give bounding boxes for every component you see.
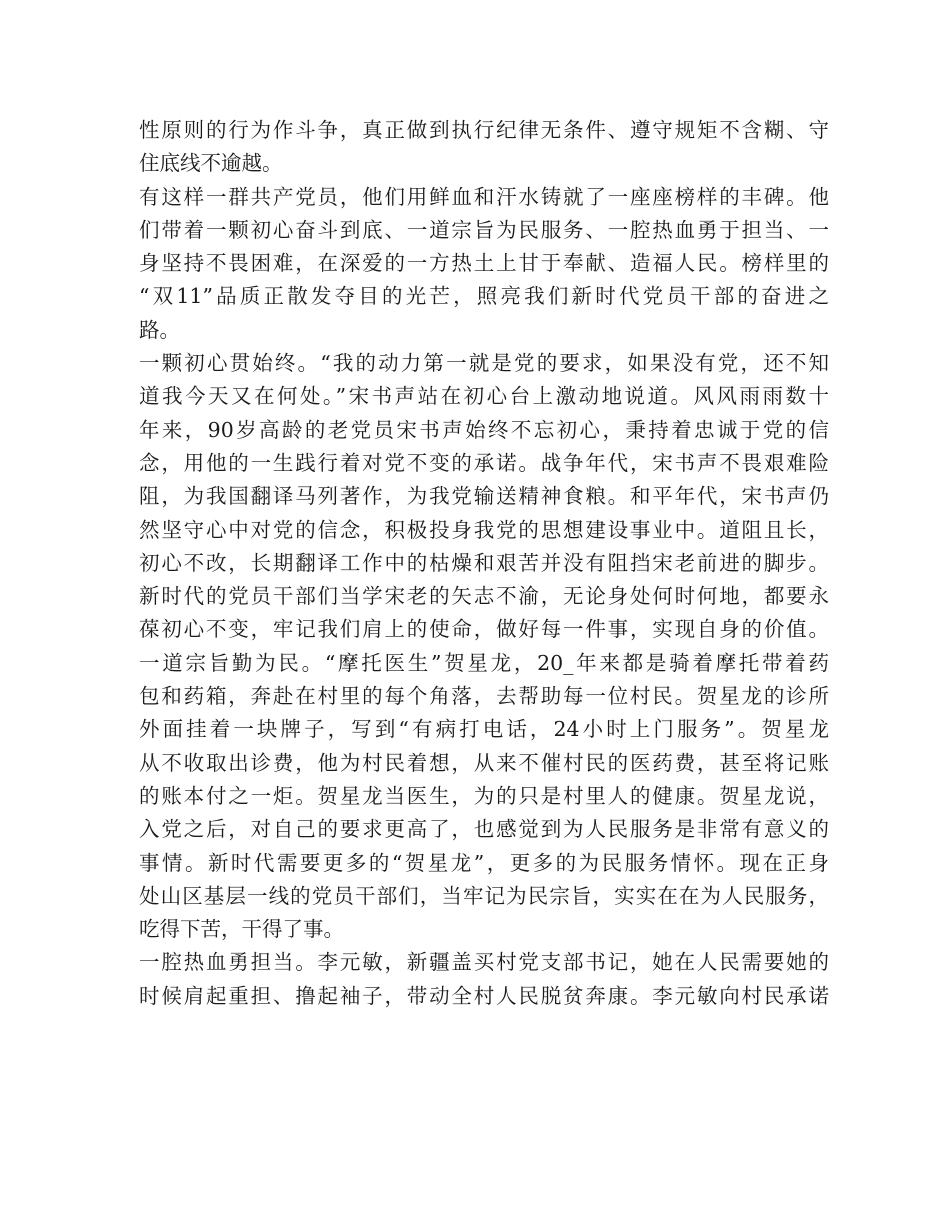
text-line: 从不收取出诊费，他为村民着想，从来不催村民的医药费，甚至将记账 xyxy=(139,750,829,775)
text-line: 的账本付之一炬。贺星龙当医生，为的只是村里人的健康。贺星龙说， xyxy=(139,783,829,808)
text-line: 处山区基层一线的党员干部们，当牢记为民宗旨，实实在在为人民服务， xyxy=(139,883,829,908)
text-line: 新时代的党员干部们当学宋老的矢志不渝，无论身处何时何地，都要永 xyxy=(139,584,829,609)
text-line: 们带着一颗初心奋斗到底、一道宗旨为民服务、一腔热血勇于担当、一 xyxy=(139,217,829,242)
text-line: 有这样一群共产党员，他们用鲜血和汗水铸就了一座座榜样的丰碑。他 xyxy=(139,184,829,209)
text-line: 道我今天又在何处。”宋书声站在初心台上激动地说道。风风雨雨数十 xyxy=(139,384,829,409)
text-line: 一腔热血勇担当。李元敏，新疆盖买村党支部书记，她在人民需要她的 xyxy=(139,950,829,975)
text-line: 一道宗旨勤为民。“摩托医生”贺星龙，20_年来都是骑着摩托带着药 xyxy=(139,650,829,675)
text-line: 包和药箱，奔赴在村里的每个角落，去帮助每一位村民。贺星龙的诊所 xyxy=(139,684,829,709)
text-line: 身坚持不畏困难，在深爱的一方热土上甘于奉献、造福人民。榜样里的 xyxy=(139,251,829,276)
text-line: 住底线不逾越。 xyxy=(139,151,283,176)
text-line: 性原则的行为作斗争，真正做到执行纪律无条件、遵守规矩不含糊、守 xyxy=(139,118,829,142)
text-line: “双11”品质正散发夺目的光芒，照亮我们新时代党员干部的奋进之 xyxy=(139,284,829,309)
text-line: 葆初心不变，牢记我们肩上的使命，做好每一件事，实现自身的价值。 xyxy=(139,617,829,642)
text-line: 吃得下苦，干得了事。 xyxy=(139,917,344,942)
text-line: 阻，为我国翻译马列著作，为我党输送精神食粮。和平年代，宋书声仍 xyxy=(139,484,829,509)
text-line: 入党之后，对自己的要求更高了，也感觉到为人民服务是非常有意义的 xyxy=(139,817,829,842)
text-line: 然坚守心中对党的信念，积极投身我党的思想建设事业中。道阻且长， xyxy=(139,517,829,542)
text-line: 外面挂着一块牌子，写到“有病打电话，24小时上门服务”。贺星龙 xyxy=(139,717,829,742)
text-line: 念，用他的一生践行着对党不变的承诺。战争年代，宋书声不畏艰难险 xyxy=(139,450,829,475)
text-line: 时候肩起重担、撸起袖子，带动全村人民脱贫奔康。李元敏向村民承诺 xyxy=(139,983,829,1008)
text-line: 事情。新时代需要更多的“贺星龙”，更多的为民服务情怀。现在正身 xyxy=(139,850,829,875)
text-line: 初心不改，长期翻译工作中的枯燥和艰苦并没有阻挡宋老前进的脚步。 xyxy=(139,550,829,575)
text-line: 年来，90岁高龄的老党员宋书声始终不忘初心，秉持着忠诚于党的信 xyxy=(139,417,829,442)
document-page xyxy=(139,114,829,1013)
text-line: 一颗初心贯始终。“我的动力第一就是党的要求，如果没有党，还不知 xyxy=(139,351,829,376)
text-line: 路。 xyxy=(139,317,180,342)
